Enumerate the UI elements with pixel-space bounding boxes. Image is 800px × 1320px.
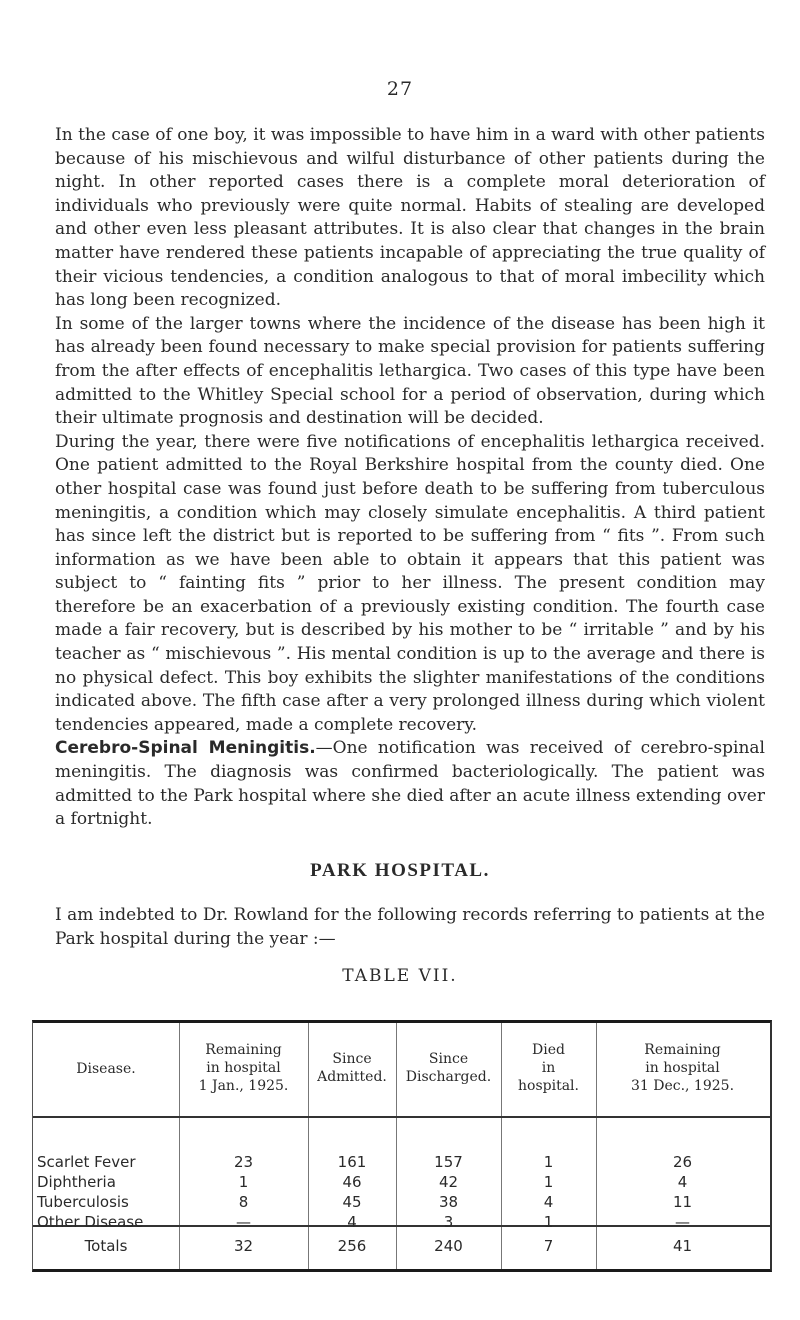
csm-text: —One notification was received of cerebro-spinal meningitis. The diagnosis was confirmed bacteriologically. The patient was admitted to the Park hospital where she died after an acute illness extending over a fortnight. (55, 738, 765, 830)
paragraph-csm (55, 737, 765, 831)
table-cell: — (236, 1213, 251, 1231)
table-cell: 3 (443, 1213, 454, 1231)
column-header: Remaining (644, 1042, 721, 1058)
table-cell: 1 (543, 1173, 554, 1191)
section-heading: PARK HOSPITAL. (310, 860, 490, 881)
table-cell: 23 (233, 1153, 254, 1171)
table-cell: 38 (438, 1193, 459, 1211)
totals-cell: 240 (434, 1237, 463, 1255)
table-cell: 11 (672, 1193, 693, 1211)
column-header: in hospital (206, 1060, 281, 1076)
table-cell: 161 (337, 1153, 367, 1171)
column-header: Disease. (76, 1061, 136, 1077)
table-cell: 1 (238, 1173, 249, 1191)
table-cell: 157 (434, 1153, 463, 1171)
body-text (55, 124, 765, 832)
totals-label: Totals (84, 1237, 128, 1255)
column-header: in (541, 1060, 556, 1076)
column-header: in hospital (645, 1060, 720, 1076)
table-cell: 46 (342, 1173, 362, 1191)
table-cell: 45 (342, 1193, 362, 1211)
row-label: Other Disease (37, 1213, 144, 1231)
paragraph-3: During the year, there were five notifications of encephalitis lethargica received. One patient admitted to the Royal Berkshire hospital from the county died. One other hospital case was found just before death to be suffering from tuberculous meningitis, a condition which may closely simulate encephalitis. A third patient has since left the district but is reported to be suffering from “ fits ”. From such information as we have been able to obtain it appears that this patient was subject to “ fainting fits ” prior to her illness. The present condition may therefore be an exacerbation of a previously existing condition. The fourth case made a fair recovery, but is described by his mother to be “ irritable ” and by his teacher as “ mischievous ”. His mental condition is up to the average and there is no physical defect. This boy exhibits the slighter manifestations of the conditions indicated above. The fifth case after a very prolonged illness during which violent tendencies appeared, made a complete recovery. (55, 431, 765, 735)
totals-cell: 7 (543, 1237, 554, 1255)
row-label: Tuberculosis (37, 1193, 129, 1211)
header-rule (33, 1116, 770, 1118)
table-cell: 26 (672, 1153, 693, 1171)
column-header: Since (332, 1051, 372, 1067)
column-header: 31 Dec., 1925. (630, 1078, 735, 1094)
table-title: TABLE VII. (342, 966, 458, 986)
column-header: Since (428, 1051, 469, 1067)
table-cell: 1 (543, 1213, 554, 1231)
table-cell: 4 (543, 1193, 554, 1211)
totals-cell: 32 (233, 1237, 254, 1255)
table-cell: 4 (677, 1173, 688, 1191)
column-header: Died (532, 1042, 565, 1058)
table-cell: 1 (543, 1153, 554, 1171)
column-header: Admitted. (317, 1069, 387, 1085)
intro-paragraph: I am indebted to Dr. Rowland for the following records referring to patients at the Park hospital during the year :— (55, 905, 765, 949)
column-header: 1 Jan., 1925. (198, 1078, 289, 1094)
paragraph-1: In the case of one boy, it was impossible to have him in a ward with other patients because of his mischievous and wilful disturbance of other patients during the night. In other reported cases there is a complete moral deterioration of individuals who previously were quite normal. Habits of stealing are developed and other even less pleasant attributes. It is also clear that changes in the brain matter have rendered these patients incapable of appreciating the true quality of their vicious tendencies, a condition analogous to that of moral imbecility which has long been recognized. (55, 125, 765, 311)
column-header: Discharged. (405, 1069, 492, 1085)
csm-heading: Cerebro-Spinal Meningitis. (55, 738, 316, 759)
table-cell: 42 (438, 1173, 459, 1191)
column-header: hospital. (518, 1078, 579, 1094)
row-label: Scarlet Fever (37, 1153, 136, 1171)
data-table (32, 1020, 772, 1272)
totals-cell: 256 (337, 1237, 367, 1255)
page-number: 27 (386, 78, 414, 100)
paragraph-2: In some of the larger towns where the incidence of the disease has been high it has already been found necessary to make special provision for patients suffering from the after effects of encephalitis lethargica. Two cases of this type have been admitted to the Whitley Special school for a period of observation, during which their ultimate prognosis and destination will be decided. (55, 313, 765, 429)
table-cell: 8 (238, 1193, 249, 1211)
totals-cell: 41 (672, 1237, 693, 1255)
table-cell: — (675, 1213, 690, 1231)
table-cell: 4 (347, 1213, 357, 1231)
column-header: Remaining (205, 1042, 282, 1058)
row-label: Diphtheria (37, 1173, 116, 1191)
